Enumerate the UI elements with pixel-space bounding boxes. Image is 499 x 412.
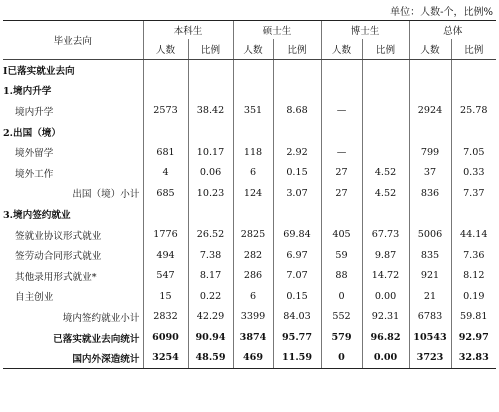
table-body xyxy=(3,60,496,369)
cell-count: 2573 xyxy=(143,101,188,122)
cell-ratio: 92.31 xyxy=(362,307,409,328)
cell-count: 37 xyxy=(409,162,451,183)
table-row xyxy=(3,204,496,225)
cell-count: 6 xyxy=(233,286,273,307)
unit-note: 单位：人数-个，比例% xyxy=(390,7,493,18)
row-label: 境内签约就业小计 xyxy=(62,312,140,324)
cell-ratio: 26.52 xyxy=(188,224,233,245)
cell-ratio: 32.83 xyxy=(451,348,496,369)
table-row xyxy=(3,162,496,183)
cell-ratio: 8.12 xyxy=(451,265,496,286)
cell-count xyxy=(143,204,188,225)
row-label: 国内外深造统计 xyxy=(3,348,143,369)
cell-count: 799 xyxy=(409,142,451,163)
cell-ratio: 3.07 xyxy=(273,183,321,204)
cell-ratio xyxy=(451,80,496,101)
cell-count: 3874 xyxy=(233,327,273,348)
header-count: 人数 xyxy=(143,39,188,60)
cell-ratio: 0.00 xyxy=(362,348,409,369)
header-count: 人数 xyxy=(233,39,273,60)
cell-ratio xyxy=(362,121,409,142)
cell-ratio: 44.14 xyxy=(451,224,496,245)
cell-ratio: 7.36 xyxy=(451,245,496,266)
cell-count: — xyxy=(321,142,362,163)
table-row xyxy=(3,245,496,266)
cell-ratio xyxy=(362,60,409,81)
cell-count: 685 xyxy=(143,183,188,204)
cell-count: 547 xyxy=(143,265,188,286)
row-label: 2.出国（境） xyxy=(3,127,61,139)
cell-ratio: 4.52 xyxy=(362,183,409,204)
cell-count: 681 xyxy=(143,142,188,163)
cell-count: 921 xyxy=(409,265,451,286)
cell-count: 1776 xyxy=(143,224,188,245)
cell-ratio xyxy=(188,204,233,225)
table-row xyxy=(3,121,496,142)
cell-ratio: 8.17 xyxy=(188,265,233,286)
cell-count xyxy=(321,121,362,142)
cell-count: 2832 xyxy=(143,307,188,328)
cell-count: 118 xyxy=(233,142,273,163)
cell-ratio: 0.06 xyxy=(188,162,233,183)
cell-count xyxy=(233,60,273,81)
cell-count: 405 xyxy=(321,224,362,245)
cell-ratio: 14.72 xyxy=(362,265,409,286)
cell-ratio: 84.03 xyxy=(273,307,321,328)
cell-count: 282 xyxy=(233,245,273,266)
cell-count: 88 xyxy=(321,265,362,286)
cell-ratio: 7.05 xyxy=(451,142,496,163)
header-group-undergrad: 本科生 xyxy=(143,21,233,39)
row-label: 3.境内签约就业 xyxy=(3,209,71,221)
cell-ratio: 9.87 xyxy=(362,245,409,266)
row-label: 出国（境）小计 xyxy=(72,189,140,201)
cell-ratio: 67.73 xyxy=(362,224,409,245)
cell-ratio: 0.15 xyxy=(273,162,321,183)
cell-ratio: 7.07 xyxy=(273,265,321,286)
cell-count: 351 xyxy=(233,101,273,122)
cell-ratio: 0.19 xyxy=(451,286,496,307)
cell-ratio xyxy=(362,204,409,225)
cell-ratio: 59.81 xyxy=(451,307,496,328)
table-row xyxy=(3,142,496,163)
cell-ratio: 38.42 xyxy=(188,101,233,122)
cell-ratio xyxy=(362,80,409,101)
row-label: 1.境内升学 xyxy=(3,86,52,98)
cell-count: 4 xyxy=(143,162,188,183)
cell-count xyxy=(409,121,451,142)
cell-ratio: 25.78 xyxy=(451,101,496,122)
cell-ratio: 0.33 xyxy=(451,162,496,183)
table-row xyxy=(3,183,496,204)
cell-count xyxy=(143,121,188,142)
row-label: 境内升学 xyxy=(15,106,54,118)
cell-count: 3399 xyxy=(233,307,273,328)
cell-count: 6 xyxy=(233,162,273,183)
cell-ratio: 92.97 xyxy=(451,327,496,348)
cell-count: 124 xyxy=(233,183,273,204)
table-row xyxy=(3,224,496,245)
cell-ratio: 69.84 xyxy=(273,224,321,245)
cell-ratio: 0.00 xyxy=(362,286,409,307)
cell-count xyxy=(409,80,451,101)
header-ratio: 比例 xyxy=(188,39,233,60)
cell-count xyxy=(321,204,362,225)
cell-ratio: 10.17 xyxy=(188,142,233,163)
cell-ratio: 11.59 xyxy=(273,348,321,369)
cell-ratio xyxy=(273,80,321,101)
table-row xyxy=(3,101,496,122)
cell-ratio xyxy=(362,101,409,122)
cell-count: 552 xyxy=(321,307,362,328)
cell-ratio xyxy=(451,204,496,225)
cell-count xyxy=(321,80,362,101)
cell-ratio: 42.29 xyxy=(188,307,233,328)
cell-count: 27 xyxy=(321,162,362,183)
cell-count xyxy=(409,60,451,81)
cell-count: 5006 xyxy=(409,224,451,245)
cell-count: 3254 xyxy=(143,348,188,369)
header-count: 人数 xyxy=(409,39,451,60)
header-count: 人数 xyxy=(321,39,362,60)
cell-count: 836 xyxy=(409,183,451,204)
employment-destination-table xyxy=(3,20,496,369)
cell-count: 59 xyxy=(321,245,362,266)
cell-count xyxy=(143,60,188,81)
header-destination: 毕业去向 xyxy=(3,21,143,60)
cell-count: 6783 xyxy=(409,307,451,328)
table-row xyxy=(3,286,496,307)
header-ratio: 比例 xyxy=(362,39,409,60)
cell-count xyxy=(233,121,273,142)
cell-ratio: 10.23 xyxy=(188,183,233,204)
cell-ratio: 2.92 xyxy=(273,142,321,163)
cell-count: 835 xyxy=(409,245,451,266)
header-group-master: 硕士生 xyxy=(233,21,321,39)
cell-count: 286 xyxy=(233,265,273,286)
cell-count: 0 xyxy=(321,286,362,307)
cell-count: 10543 xyxy=(409,327,451,348)
cell-ratio xyxy=(188,60,233,81)
cell-ratio: 0.22 xyxy=(188,286,233,307)
cell-ratio: 6.97 xyxy=(273,245,321,266)
row-label: 自主创业 xyxy=(15,292,54,304)
row-label: 签就业协议形式就业 xyxy=(15,230,102,242)
cell-ratio xyxy=(362,142,409,163)
cell-ratio: 0.15 xyxy=(273,286,321,307)
cell-count xyxy=(321,60,362,81)
cell-ratio: 90.94 xyxy=(188,327,233,348)
cell-count: 6090 xyxy=(143,327,188,348)
cell-ratio xyxy=(273,121,321,142)
cell-count xyxy=(143,80,188,101)
cell-count: 579 xyxy=(321,327,362,348)
cell-ratio: 8.68 xyxy=(273,101,321,122)
cell-count: — xyxy=(321,101,362,122)
cell-ratio: 48.59 xyxy=(188,348,233,369)
cell-count xyxy=(409,204,451,225)
cell-count: 0 xyxy=(321,348,362,369)
cell-count: 21 xyxy=(409,286,451,307)
row-label: 已落实就业去向统计 xyxy=(53,333,140,345)
cell-ratio: 96.82 xyxy=(362,327,409,348)
row-label: Ⅰ已落实就业去向 xyxy=(3,66,75,78)
cell-count: 494 xyxy=(143,245,188,266)
row-label: 签劳动合同形式就业 xyxy=(15,251,102,263)
header-group-overall: 总体 xyxy=(409,21,496,39)
cell-ratio xyxy=(451,121,496,142)
cell-ratio xyxy=(273,60,321,81)
cell-ratio: 7.38 xyxy=(188,245,233,266)
header-ratio: 比例 xyxy=(451,39,496,60)
cell-count: 15 xyxy=(143,286,188,307)
table-row xyxy=(3,327,496,348)
cell-ratio: 4.52 xyxy=(362,162,409,183)
header-ratio: 比例 xyxy=(273,39,321,60)
cell-ratio: 95.77 xyxy=(273,327,321,348)
cell-count xyxy=(233,204,273,225)
table-row xyxy=(3,80,496,101)
cell-count: 27 xyxy=(321,183,362,204)
cell-count: 469 xyxy=(233,348,273,369)
cell-ratio xyxy=(188,80,233,101)
row-label: 其他录用形式就业* xyxy=(15,271,97,283)
table-row xyxy=(3,60,496,81)
row-label: 境外工作 xyxy=(15,168,54,180)
cell-ratio xyxy=(188,121,233,142)
cell-count: 2924 xyxy=(409,101,451,122)
cell-count: 3723 xyxy=(409,348,451,369)
row-label: 境外留学 xyxy=(15,148,54,160)
table-row xyxy=(3,307,496,328)
cell-ratio: 7.37 xyxy=(451,183,496,204)
header-group-doctor: 博士生 xyxy=(321,21,409,39)
cell-count xyxy=(233,80,273,101)
cell-ratio xyxy=(273,204,321,225)
table-row xyxy=(3,348,496,369)
table-row xyxy=(3,265,496,286)
cell-ratio xyxy=(451,60,496,81)
cell-count: 2825 xyxy=(233,224,273,245)
